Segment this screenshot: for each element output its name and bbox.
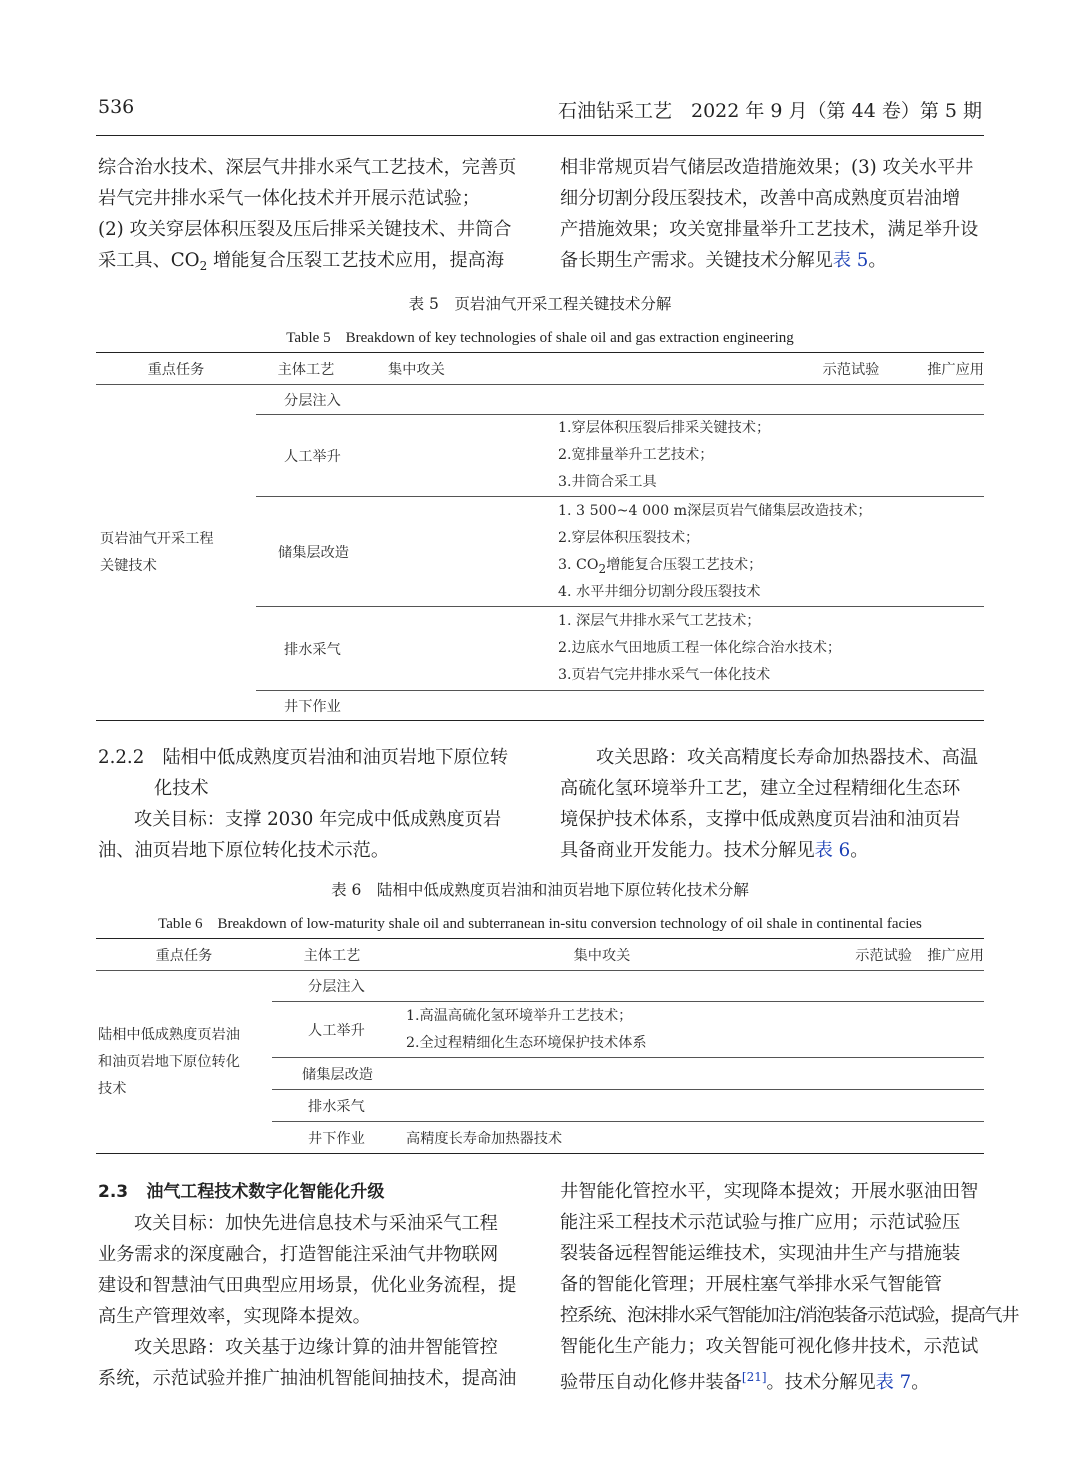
paragraph-line: 智能化生产能力；攻关智能可视化修井技术，示范试 (560, 1336, 979, 1357)
header-cell: 示范试验 (855, 947, 912, 964)
header-cell: 主体工艺 (303, 947, 361, 964)
header-cell: 重点任务 (147, 361, 205, 378)
section-2-3-right (560, 1176, 1018, 1398)
paragraph-line: 建设和智慧油气田典型应用场景，优化业务流程，提 (98, 1275, 517, 1296)
header-cell: 推广应用 (927, 361, 984, 378)
table-row (96, 385, 984, 415)
paragraph-line: 岩气完井排水采气一体化技术并开展示范试验； (98, 188, 480, 209)
paragraph-line: (2) 攻关穿层体积压裂及压后排采关键技术、井筒合 (98, 219, 512, 240)
paragraph-line: 验带压自动化修井装备[21]。技术分解见表 7。 (560, 1370, 930, 1393)
page-number: 536 (98, 96, 135, 118)
table-5-caption-en: Table 5 Breakdown of key technologies of shale oil and gas extraction engineering (286, 330, 794, 346)
focus-cell: 1. 3 500~4 000 m深层页岩气储集层改造技术； 2.穿层体积压裂技术； 3. $CO_2$增能复合压裂工艺技术； 4. 水平井细分切割分段压裂技术 (558, 502, 872, 600)
process-cell: 人工举升 (284, 448, 341, 465)
section-heading: 2.3 油气工程技术数字化智能化升级 (98, 1182, 385, 1202)
table-header-row (96, 939, 984, 971)
process-cell: 储集层改造 (302, 1066, 373, 1083)
header-cell: 重点任务 (155, 947, 213, 964)
table-header-row (96, 353, 984, 385)
paragraph-line: 裂装备远程智能运维技术，实现油井生产与措施装 (560, 1243, 961, 1264)
header-cell: 推广应用 (927, 947, 984, 964)
paragraph-line: 系统，示范试验并推广抽油机智能间抽技术，提高油 (98, 1368, 517, 1389)
paragraph-line: 控系统、泡沫排水采气智能加注/消泡装备示范试验，提高气井 (560, 1305, 1018, 1326)
table-5-link[interactable]: 表 5 (832, 250, 869, 271)
citation-link[interactable]: [21] (741, 1370, 767, 1384)
table-7-link[interactable]: 表 7 (875, 1372, 912, 1393)
paragraph-line: 业务需求的深度融合，打造智能注采油气井物联网 (98, 1244, 499, 1265)
paragraph-line: 细分切割分段压裂技术，改善中高成熟度页岩油增 (560, 188, 961, 209)
header-cell: 集中攻关 (573, 947, 631, 964)
table-6 (96, 938, 984, 1154)
paragraph-line: 产措施效果；攻关宽排量举升工艺技术，满足举升设 (560, 219, 979, 240)
process-cell: 排水采气 (284, 641, 341, 658)
section-2-2-2-left (98, 742, 528, 866)
task-cell: 页岩油气开采工程 关键技术 (100, 530, 214, 574)
top-left-column (98, 152, 528, 282)
paragraph-line: 备的智能化管理；开展柱塞气举排水采气智能管 (560, 1274, 942, 1295)
paragraph-line: 攻关目标：支撑 2030 年完成中低成熟度页岩 (134, 809, 502, 830)
task-cell: 陆相中低成熟度页岩油 和油页岩地下原位转化 技术 (98, 1026, 240, 1097)
focus-cell: 1. 深层气井排水采气工艺技术； 2.边底水气田地质工程一体化综合治水技术； 3.页岩气完井排水采气一体化技术 (558, 613, 842, 683)
paragraph-line: 备长期生产需求。关键技术分解见表 5。 (560, 250, 887, 271)
paragraph-line: 采工具、$CO_2$ 增能复合压裂工艺技术应用，提高海 (98, 250, 505, 273)
table-6-caption-zh: 表 6 陆相中低成熟度页岩油和油页岩地下原位转化技术分解 (331, 881, 749, 899)
focus-cell: 高精度长寿命加热器技术 (406, 1130, 563, 1147)
paragraph-line: 井智能化管控水平，实现降本提效；开展水驱油田智 (560, 1181, 979, 1202)
process-cell: 分层注入 (308, 979, 365, 995)
paragraph-line: 具备商业开发能力。技术分解见表 6。 (560, 840, 869, 861)
paragraph-line: 相非常规页岩气储层改造措施效果；(3) 攻关水平井 (560, 157, 974, 178)
focus-cell: 1.穿层体积压裂后排采关键技术； 2.宽排量举升工艺技术； 3.井筒合采工具 (558, 420, 771, 490)
table-6-caption-en: Table 6 Breakdown of low-maturity shale oil and subterranean in-situ conversion technology of oil shale in continental facies (158, 916, 922, 932)
table-5-caption-zh: 表 5 页岩油气开采工程关键技术分解 (408, 295, 672, 313)
paragraph-line: 高生产管理效率，实现降本提效。 (98, 1306, 371, 1327)
journal-header: 石油钻采工艺 2022 年 9 月（第 44 卷）第 5 期 (558, 100, 982, 122)
paragraph-line: 综合治水技术、深层气井排水采气工艺技术，完善页 (98, 157, 517, 178)
section-heading: 2.2.2 陆相中低成熟度页岩油和油页岩地下原位转 (98, 747, 509, 768)
table-row (96, 971, 984, 1002)
paragraph-line: 攻关思路：攻关高精度长寿命加热器技术、高温 (596, 747, 978, 768)
paragraph-line: 攻关目标：加快先进信息技术与采油采气工程 (134, 1213, 498, 1234)
section-2-3-left (98, 1176, 528, 1394)
process-cell: 人工举升 (308, 1022, 365, 1039)
paragraph-line: 境保护技术体系，支撑中低成熟度页岩油和油页岩 (560, 809, 961, 830)
section-2-2-2-right (560, 742, 984, 866)
process-cell: 排水采气 (308, 1098, 365, 1115)
paragraph-line: 能注采工程技术示范试验与推广应用；示范试验压 (560, 1212, 961, 1233)
header-rule (96, 135, 984, 136)
process-cell: 井下作业 (308, 1130, 365, 1147)
paragraph-line: 高硫化氢环境举升工艺，建立全过程精细化生态环 (560, 778, 961, 799)
top-right-column (560, 152, 984, 276)
process-cell: 储集层改造 (278, 544, 349, 561)
process-cell: 井下作业 (284, 698, 341, 715)
header-cell: 主体工艺 (277, 361, 335, 378)
header-cell: 集中攻关 (388, 361, 445, 378)
header-cell: 示范试验 (822, 361, 880, 378)
focus-cell: 1.高温高硫化氢环境举升工艺技术； 2.全过程精细化生态环境保护技术体系 (406, 1007, 647, 1051)
paragraph-line: 攻关思路：攻关基于边缘计算的油井智能管控 (134, 1337, 498, 1358)
table-5 (96, 352, 984, 721)
paragraph-line: 油、油页岩地下原位转化技术示范。 (98, 840, 390, 861)
process-cell: 分层注入 (284, 392, 341, 409)
table-6-link[interactable]: 表 6 (814, 840, 851, 861)
section-heading-cont: 化技术 (154, 778, 209, 799)
